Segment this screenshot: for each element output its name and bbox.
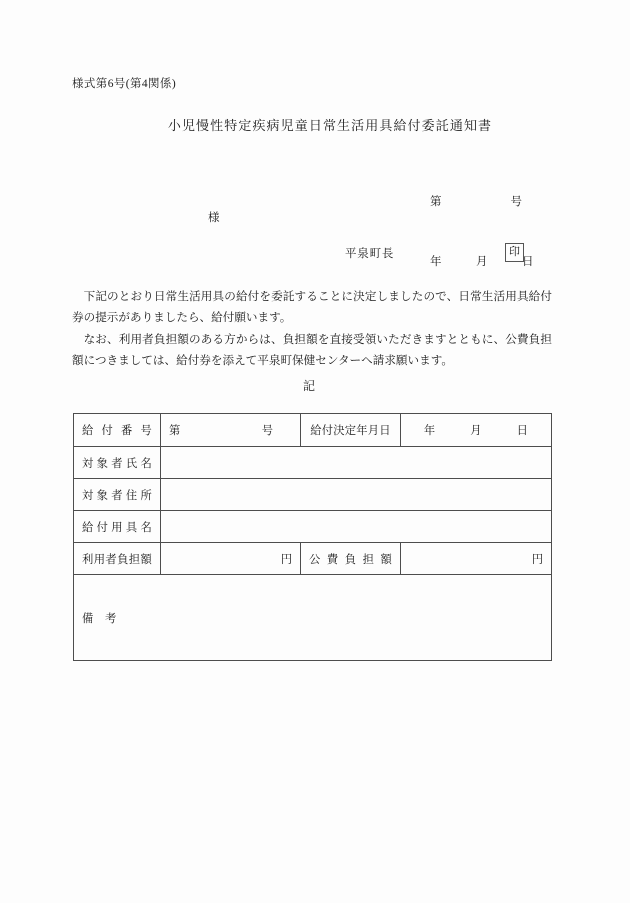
table-row [74, 511, 552, 543]
addressee-honorific: 様 [208, 212, 220, 224]
kiji-marker: 記 [302, 379, 315, 393]
document-date-line: 年 月 日 [430, 256, 534, 268]
field-recipient-address[interactable] [161, 479, 552, 511]
field-decision-date[interactable]: 年 月 日 [401, 414, 552, 447]
benefit-detail-table [73, 413, 552, 661]
seal-stamp-box: 印 [505, 243, 524, 262]
table-row [74, 447, 552, 479]
field-public-subsidy[interactable]: 円 [401, 543, 552, 575]
body-text [72, 286, 552, 371]
issuer-name: 平泉町長 [345, 248, 395, 260]
label-equipment-name: 給付用具名 [74, 511, 161, 543]
document-number-line: 第 号 [430, 196, 522, 208]
label-public-subsidy: 公費負担額 [301, 543, 401, 575]
label-remarks[interactable]: 備 考 [74, 575, 552, 661]
body-paragraph-1: 下記のとおり日常生活用具の給付を委託することに決定しましたので、日常生活用具給付券の提示がありましたら、給付願います。 [72, 290, 552, 324]
table-row [74, 543, 552, 575]
body-paragraph-2: なお、利用者負担額のある方からは、負担額を直接受領いただきますとともに、公費負担額につきましては、給付券を添えて平泉町保健センターへ請求願います。 [72, 333, 552, 367]
field-recipient-name[interactable] [161, 447, 552, 479]
field-user-copayment[interactable]: 円 [161, 543, 301, 575]
label-benefit-number: 給付番号 [74, 414, 161, 447]
field-benefit-number[interactable]: 第 号 [161, 414, 301, 447]
document-title: 小児慢性特定疾病児童日常生活用具給付委託通知書 [167, 118, 493, 133]
table-row [74, 575, 552, 661]
label-user-copayment: 利用者負担額 [74, 543, 161, 575]
form-number: 様式第6号(第4関係) [72, 78, 177, 90]
table-row [74, 479, 552, 511]
label-recipient-name: 対象者氏名 [74, 447, 161, 479]
field-equipment-name[interactable] [161, 511, 552, 543]
label-recipient-address: 対象者住所 [74, 479, 161, 511]
label-decision-date: 給付決定年月日 [301, 414, 401, 447]
table-row [74, 414, 552, 447]
